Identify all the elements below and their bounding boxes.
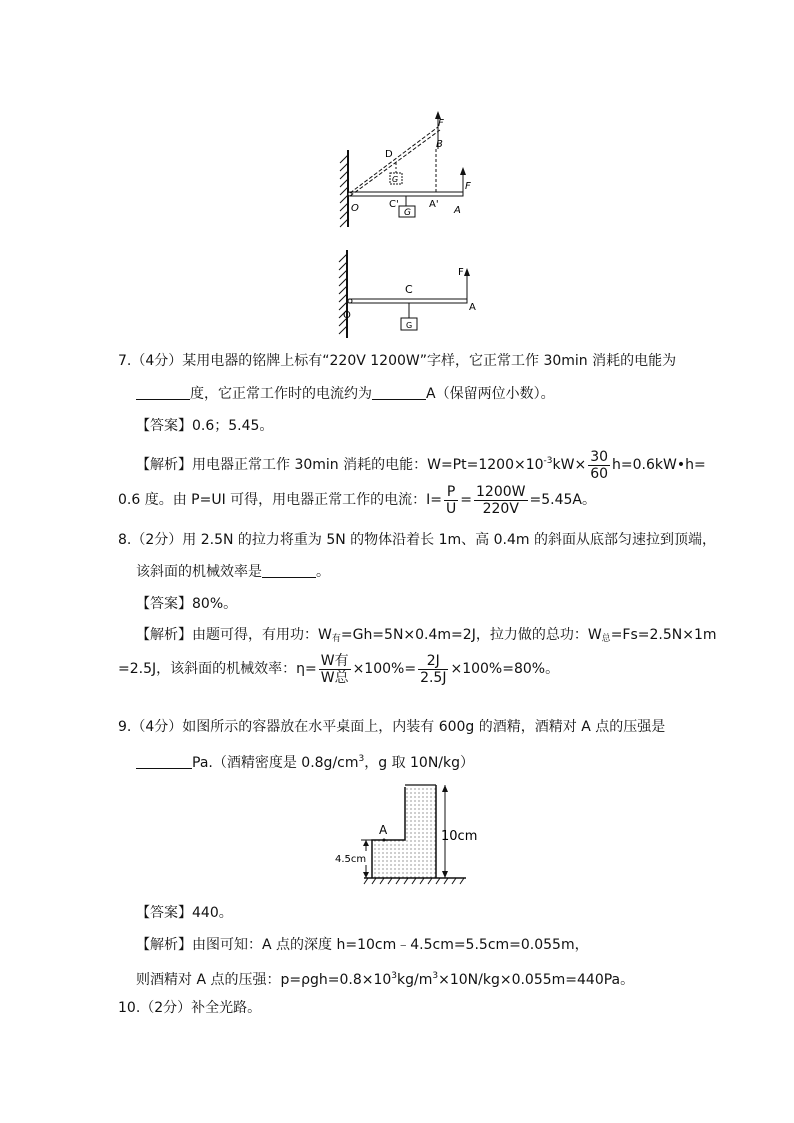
q7-answer: 【答案】0.6；5.45。	[136, 418, 274, 434]
fig2-label-C: C	[405, 283, 413, 296]
q7-question-line1: 7.（4分）某用电器的铭牌上标有“220V 1200W”字样，它正常工作 30min 消耗的电能为	[118, 353, 677, 369]
q9-explanation-line2: 则酒精对 A 点的压强：$p=\rho gh=0.8\times 10^3kg/m^3\times 10N/kg\times 0.055m=440Pa$。	[136, 971, 635, 988]
fig1-label-B: B	[436, 139, 443, 150]
q9-blank[interactable]	[136, 754, 192, 769]
q7-question-line2: 度，它正常工作时的电流约为 A（保留两位小数）。	[136, 385, 555, 403]
q7-blank-1[interactable]	[136, 385, 190, 400]
fig2-label-G: G	[406, 321, 413, 330]
fig1-label-A-prime: A'	[429, 199, 439, 210]
fig2-label-O: O	[343, 310, 351, 321]
q9-explanation-line1: 【解析】由图可知：A 点的深度 h=10cm﹣4.5cm=5.5cm=0.055m，	[136, 937, 589, 953]
container-label-4-5cm: 4.5cm	[335, 854, 367, 865]
q9-question-line2: Pa.（酒精密度是 $0.8g/cm^3$，g 取 10N/kg）	[136, 750, 474, 772]
lever-diagram-1	[330, 105, 480, 230]
container-diagram	[334, 780, 480, 886]
fig1-label-O: O	[351, 203, 359, 214]
q9-answer: 【答案】440。	[136, 905, 233, 921]
fig1-label-G-bottom: G	[404, 208, 411, 218]
fig1-label-F-top: F	[438, 118, 444, 129]
q7-blank-2[interactable]	[372, 385, 426, 400]
fig2-label-A: A	[469, 302, 476, 313]
fig1-label-A: A	[454, 205, 461, 216]
fig2-label-F: F	[458, 267, 464, 278]
container-label-10cm: 10cm	[441, 829, 478, 844]
q8-explanation-line2: =2.5J，该斜面的机械效率：η= $\frac{\text{W有}}{\text{W总}}$ ×100%= $\frac{2J}{2.5J}$ ×100%=80%。	[118, 652, 560, 686]
q10-question-line1: 10.（2分）补全光路。	[118, 1000, 262, 1016]
fig1-label-G-top: G	[392, 175, 399, 184]
q8-blank[interactable]	[262, 563, 316, 578]
fig1-label-D: D	[385, 149, 393, 160]
lever-diagram-2	[330, 248, 485, 340]
fig1-label-F-right: F	[465, 181, 471, 192]
q8-question-line2: 该斜面的机械效率是 。	[136, 564, 330, 580]
q9-question-line1: 9.（4分）如图所示的容器放在水平桌面上，内装有 600g 的酒精，酒精对 A 点的压强是	[118, 719, 666, 735]
q8-answer: 【答案】80%。	[136, 596, 238, 612]
q7-explanation-line2: 0.6 度。由 P=UI 可得，用电器正常工作的电流：I= $\frac{P}{U}$ = $\frac{1200W}{220V}$ =5.45A。	[118, 483, 596, 517]
q8-explanation-line1: 【解析】由题可得，有用功：$W_有=Gh=5N\times 0.4m=2J$，拉力做的总功：$W_总=Fs=2.5N\times 1m$	[136, 627, 717, 644]
fig1-label-C-prime: C'	[389, 199, 399, 210]
q8-question-line1: 8.（2分）用 2.5N 的拉力将重为 5N 的物体沿着长 1m、高 0.4m 的斜面从底部匀速拉到顶端，	[118, 532, 716, 548]
container-label-A: A	[379, 823, 388, 837]
q7-explanation-line1: 【解析】用电器正常工作 30min 消耗的电能：$W=Pt=1200\times 10^{-3}kW\times$ $\frac{30}{60}$ h=0.6kW•h=	[136, 448, 706, 482]
